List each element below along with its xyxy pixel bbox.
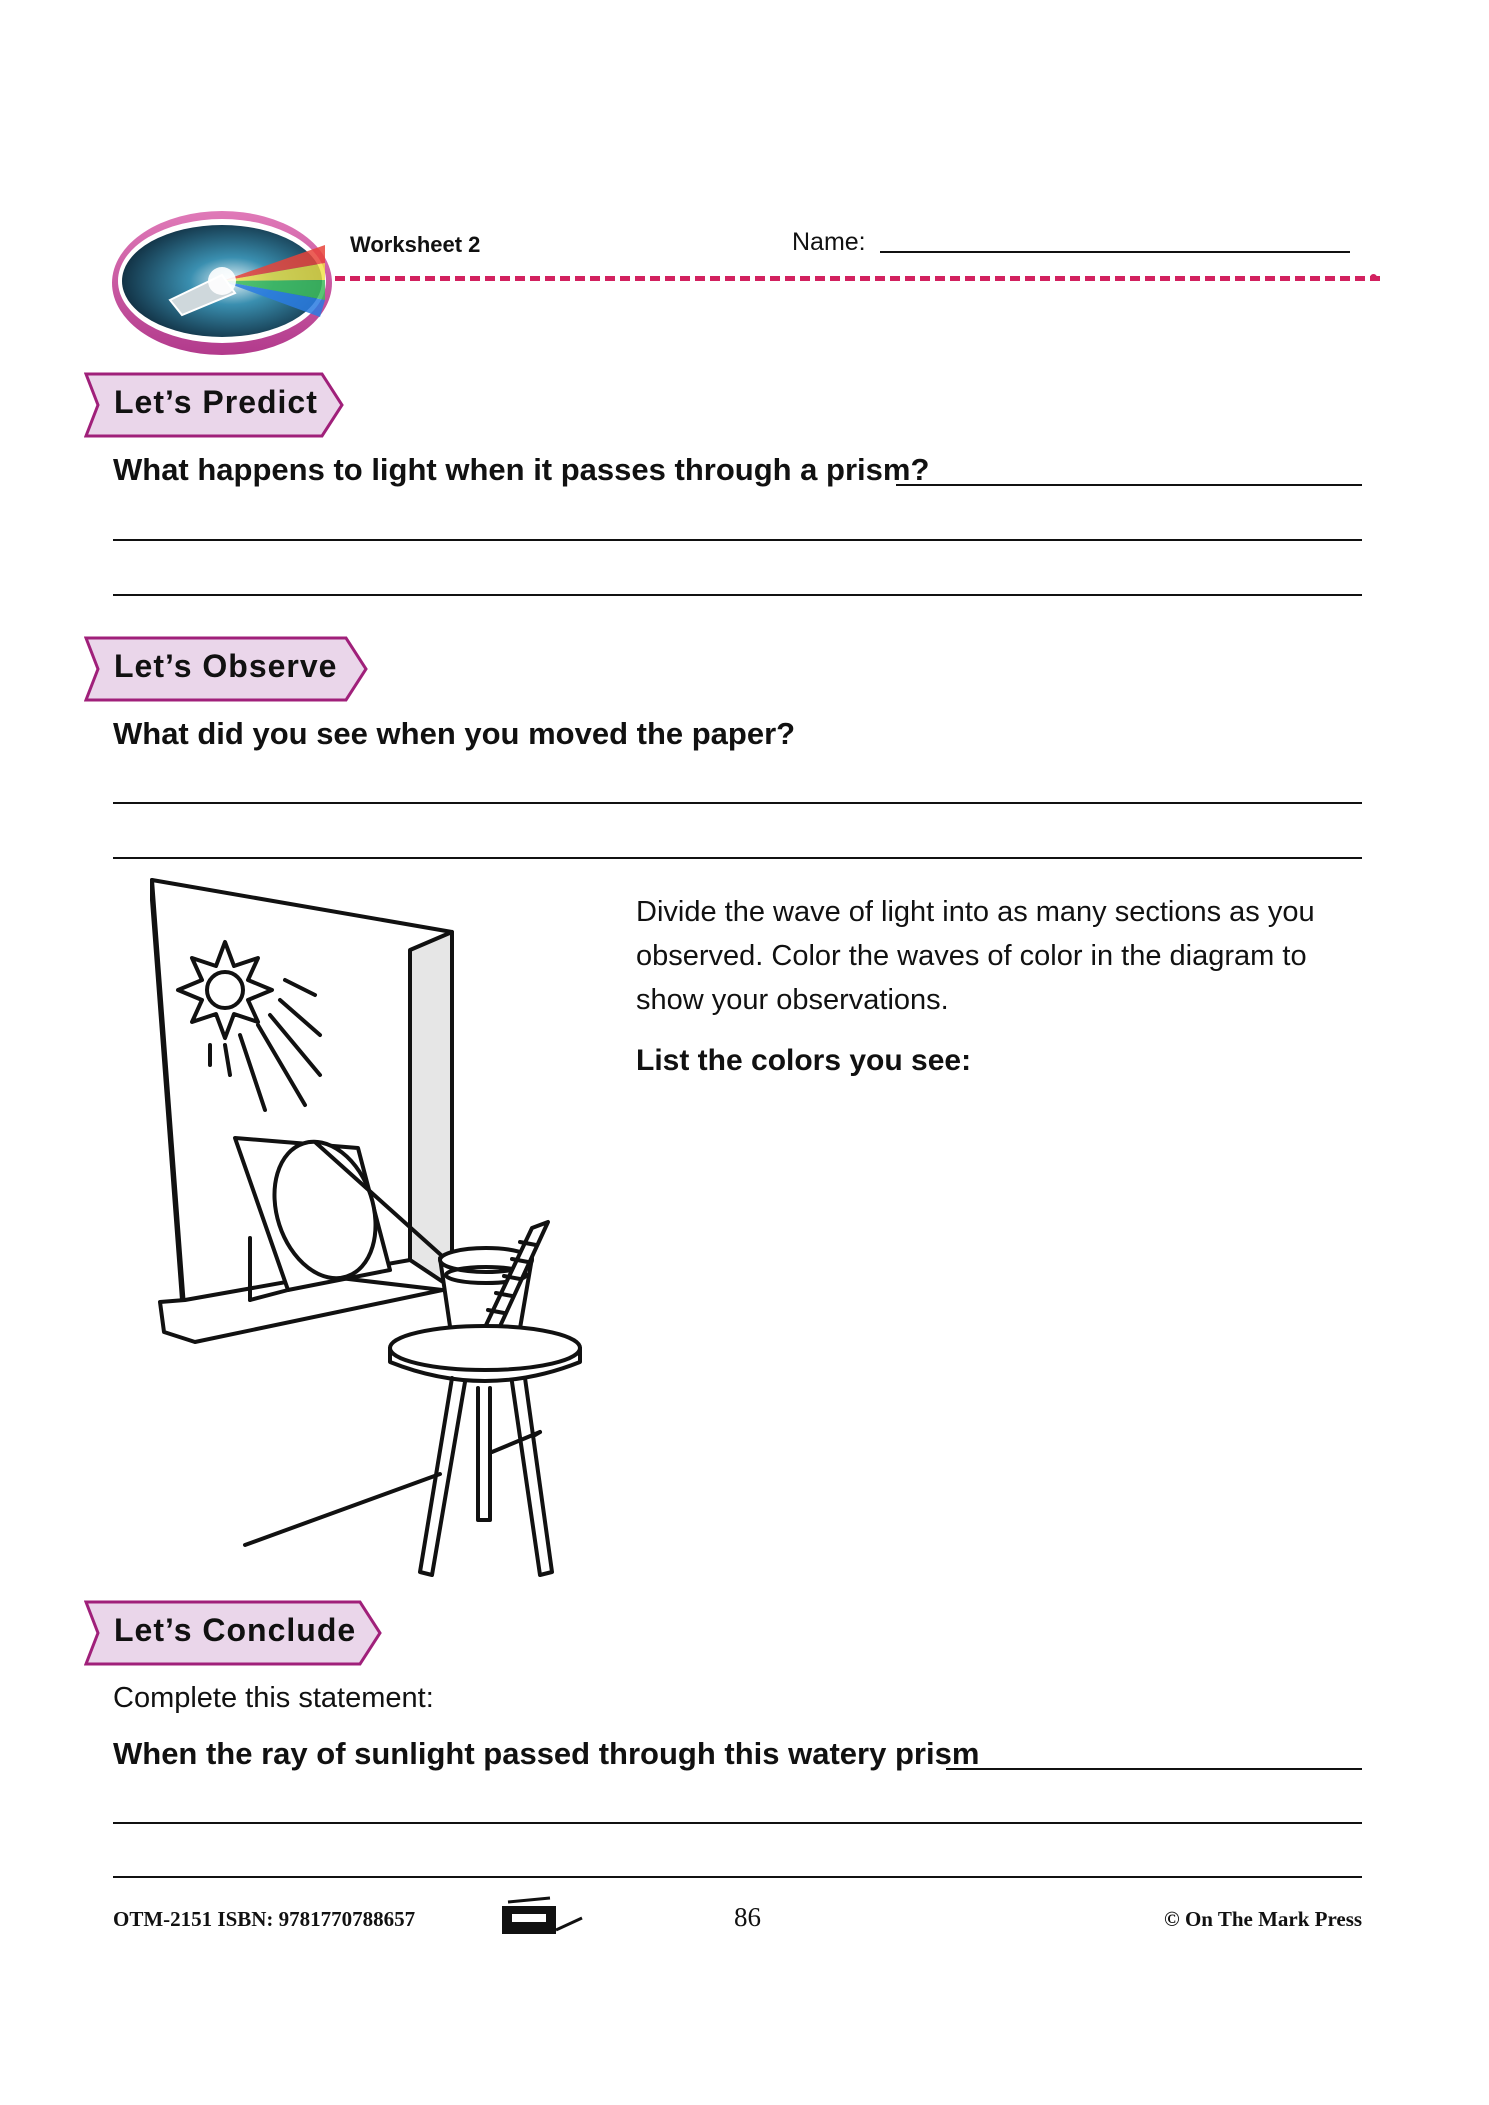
- observe-answer-line-2[interactable]: [113, 857, 1362, 859]
- footer-code-isbn: OTM-2151 ISBN: 9781770788657: [113, 1907, 416, 1931]
- section-tag-observe: [84, 636, 370, 702]
- observe-instructions: Divide the wave of light into as many sections as you observed. Color the waves of color in the diagram to show your observations.: [636, 896, 1315, 1016]
- header-dashed-divider: [335, 276, 1380, 281]
- conclude-answer-line-2[interactable]: [113, 1822, 1362, 1824]
- worksheet-label: Worksheet 2: [350, 232, 481, 257]
- prism-logo-icon: [110, 205, 335, 357]
- prism-experiment-illustration: [140, 870, 600, 1580]
- predict-answer-line-1[interactable]: [896, 484, 1362, 486]
- observe-question: What did you see when you moved the paper?: [113, 716, 796, 751]
- section-title-observe: Let’s Observe: [114, 648, 338, 684]
- conclude-statement: When the ray of sunlight passed through this watery prism: [113, 1736, 980, 1771]
- conclude-answer-line-1[interactable]: [946, 1768, 1362, 1770]
- observe-list-prompt: List the colors you see:: [636, 1044, 972, 1077]
- section-title-predict: Let’s Predict: [114, 384, 318, 420]
- footer-copyright: © On The Mark Press: [1164, 1907, 1363, 1931]
- section-tag-predict: [84, 372, 346, 438]
- section-tag-conclude: [84, 1600, 384, 1666]
- header-divider-dot: [1370, 274, 1377, 281]
- predict-question: What happens to light when it passes through a prism?: [113, 452, 930, 487]
- page-number: 86: [734, 1902, 761, 1932]
- name-answer-line[interactable]: [880, 251, 1350, 253]
- conclude-prompt: Complete this statement:: [113, 1682, 434, 1714]
- name-label: Name:: [792, 228, 866, 256]
- predict-answer-line-3[interactable]: [113, 594, 1362, 596]
- predict-answer-line-2[interactable]: [113, 539, 1362, 541]
- publisher-logo-icon: [498, 1894, 586, 1938]
- section-title-conclude: Let’s Conclude: [114, 1612, 357, 1648]
- observe-answer-line-1[interactable]: [113, 802, 1362, 804]
- conclude-answer-line-3[interactable]: [113, 1876, 1362, 1878]
